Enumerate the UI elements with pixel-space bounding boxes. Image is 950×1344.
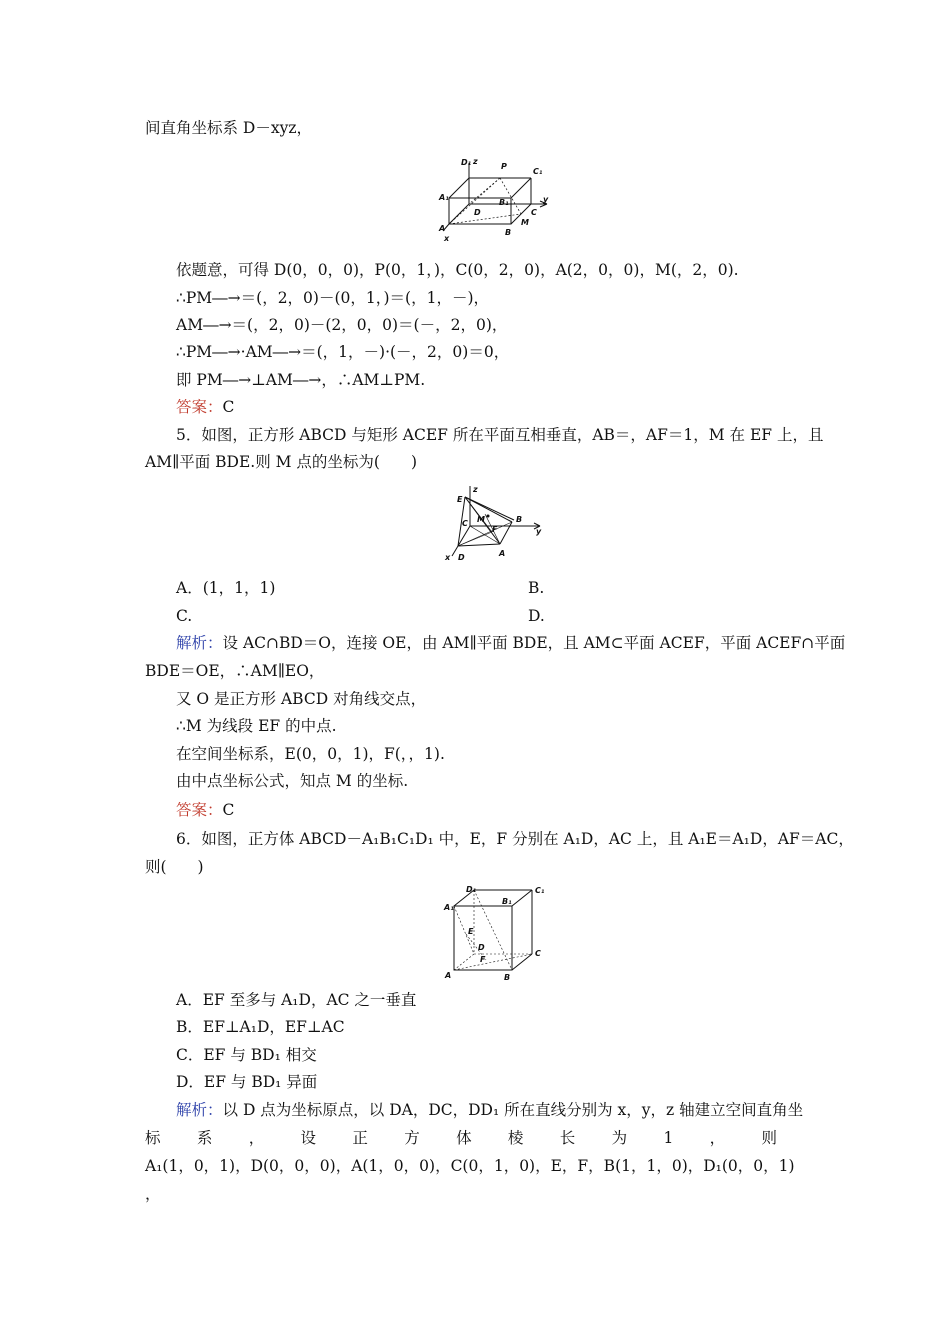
answer-label: 答案： — [176, 801, 223, 819]
fig2-label: B — [516, 515, 523, 524]
fig3-label: A — [445, 971, 452, 980]
text-line: ∴PM―→·AM―→＝(，1，－)·(－，2，0)＝0， — [176, 343, 510, 361]
fig1-label: M — [521, 218, 529, 227]
fig3-label: B — [504, 973, 511, 982]
fig1-label: y — [543, 195, 549, 204]
fig1-label: C — [531, 208, 537, 217]
fig3-label: C — [535, 949, 541, 958]
fig2-label: y — [536, 527, 542, 536]
fig1-label: A₁ — [439, 193, 449, 202]
fig1-label: D₁ — [461, 158, 472, 167]
solution-label: 解析： — [176, 634, 223, 652]
option-b: B. — [528, 579, 545, 597]
text-line: ， — [145, 1185, 161, 1203]
figure-square-rectangle — [440, 482, 545, 564]
text-line: 依题意，可得 D(0，0，0)，P(0，1，)，C(0，2，0)，A(2，0，0)，M(，2，0). — [176, 261, 739, 279]
option-c: C. — [176, 607, 193, 625]
figure-cuboid-1 — [435, 155, 560, 247]
solution-6 — [176, 1100, 803, 1120]
answer-line — [176, 397, 234, 417]
answer-label: 答案： — [176, 398, 223, 416]
solution-5 — [176, 633, 845, 653]
question-5-cont: AM∥平面 BDE.则 M 点的坐标为( ) — [145, 453, 418, 471]
answer-line — [176, 800, 234, 820]
fig1-label: C₁ — [533, 167, 543, 176]
option-b: B．EF⊥A₁D，EF⊥AC — [176, 1018, 345, 1036]
fig2-label: D — [458, 553, 465, 562]
text-line: ∴M 为线段 EF 的中点. — [176, 717, 337, 735]
text-line: 在空间坐标系，E(0，0，1)，F(，，1). — [176, 745, 445, 763]
solution-text: 以 D 点为坐标原点，以 DA，DC，DD₁ 所在直线分别为 x，y，z 轴建立空间直角坐 — [222, 1101, 804, 1119]
fig2-label: E — [457, 495, 463, 504]
question-6-cont: 则( ) — [145, 858, 204, 876]
answer-value: C — [222, 398, 235, 416]
text-line: BDE＝OE，∴AM∥EO， — [145, 662, 325, 680]
fig1-label: z — [473, 157, 478, 166]
fig1-label: P — [501, 162, 507, 171]
option-d: D. — [528, 607, 545, 625]
answer-value: C — [222, 801, 235, 819]
text-line: ∴PM―→＝(，2，0)－(0，1，)＝(，1，－)， — [176, 289, 489, 307]
text-line: 由中点坐标公式，知点 M 的坐标. — [176, 772, 409, 790]
fig1-label: A — [439, 224, 446, 233]
fig2-label: x — [445, 553, 451, 562]
text-line-justified: 标系，设正方体棱长为1，则 — [145, 1129, 805, 1147]
text-line: AM―→＝(，2，0)－(2，0，0)＝(－，2，0)， — [176, 316, 508, 334]
fig2-label: C — [462, 519, 468, 528]
fig3-label: A₁ — [444, 903, 454, 912]
fig3-label: B₁ — [502, 897, 512, 906]
option-c: C．EF 与 BD₁ 相交 — [176, 1046, 317, 1064]
fig2-label: A — [499, 549, 506, 558]
fig3-label: C₁ — [535, 886, 545, 895]
fig2-label: z — [473, 485, 478, 494]
solution-label: 解析： — [176, 1101, 223, 1119]
text-line: 间直角坐标系 D－xyz， — [145, 119, 313, 137]
fig3-label: E — [468, 927, 474, 936]
option-d: D．EF 与 BD₁ 异面 — [176, 1073, 318, 1091]
option-a: A．(1，1，1) — [176, 579, 276, 597]
fig3-label: F — [480, 955, 486, 964]
question-5: 5．如图，正方形 ABCD 与矩形 ACEF 所在平面互相垂直，AB＝，AF＝1，M 在 EF 上，且 — [176, 426, 824, 444]
text-line: 又 O 是正方形 ABCD 对角线交点， — [176, 690, 427, 708]
text-line: A₁(1，0，1)，D(0，0，0)，A(1，0，0)，C(0，1，0)，E，F，B(1，1，0)，D₁(0，0，1) — [145, 1157, 795, 1175]
option-a: A．EF 至多与 A₁D，AC 之一垂直 — [176, 991, 417, 1009]
fig2-label: M — [477, 515, 485, 524]
figure-cube — [440, 884, 550, 982]
fig3-label: D — [478, 943, 485, 952]
fig3-label: D₁ — [466, 885, 477, 894]
fig2-label: F — [492, 525, 498, 534]
text-line: 即 PM―→⊥AM―→，∴AM⊥PM. — [176, 371, 426, 389]
solution-text: 设 AC∩BD＝O，连接 OE，由 AM∥平面 BDE，且 AM⊂平面 ACEF，平面 ACEF∩平面 — [222, 634, 846, 652]
fig1-label: B₁ — [499, 198, 509, 207]
fig1-label: D — [474, 208, 481, 217]
question-6: 6．如图，正方体 ABCD－A₁B₁C₁D₁ 中，E，F 分别在 A₁D，AC 上，且 A₁E＝A₁D，AF＝AC， — [176, 830, 854, 848]
fig1-label: B — [505, 228, 512, 237]
fig1-label: x — [444, 234, 450, 243]
